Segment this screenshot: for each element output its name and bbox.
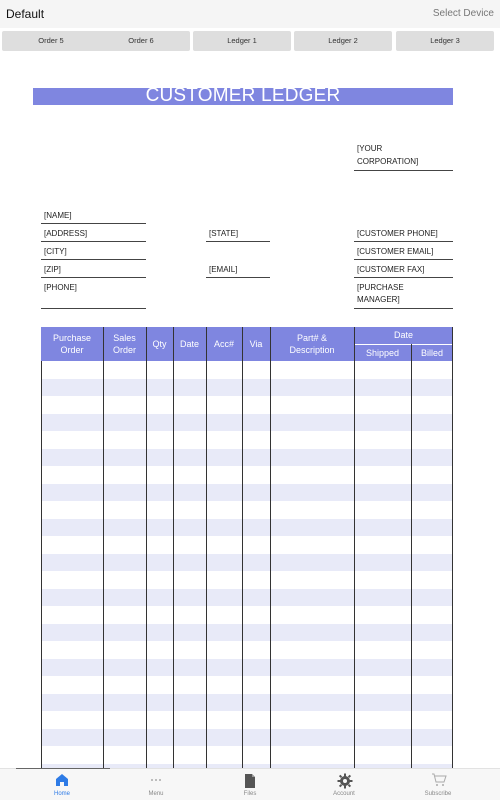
- phone-underline: [41, 308, 146, 309]
- header-sales-order-1: Sales: [113, 333, 136, 343]
- header-via: Via: [249, 339, 263, 349]
- city-underline: [41, 259, 146, 260]
- customer-phone-underline: [354, 241, 453, 242]
- header-part-1: Part# &: [296, 333, 327, 343]
- purchase-manager-line-2[interactable]: MANAGER]: [357, 295, 400, 304]
- header-billed: Billed: [420, 348, 443, 358]
- customer-fax-underline: [354, 277, 453, 278]
- select-device-button[interactable]: Select Device: [432, 8, 494, 19]
- nav-home[interactable]: [12, 769, 112, 800]
- purchase-manager-underline: [354, 308, 453, 309]
- tab-ledger-1[interactable]: Ledger 1: [193, 31, 291, 51]
- address-field[interactable]: [ADDRESS]: [44, 229, 88, 238]
- corporation-underline: [354, 170, 453, 171]
- top-bar: [0, 0, 500, 28]
- tab-order-5[interactable]: Order 5: [2, 31, 100, 51]
- purchase-manager-line-1[interactable]: [PURCHASE: [357, 283, 404, 292]
- nav-menu[interactable]: [106, 769, 206, 800]
- nav-home-label: Home: [53, 791, 70, 797]
- column-divider: [411, 344, 412, 769]
- column-divider: [242, 327, 243, 769]
- tab-order-6[interactable]: Order 6: [92, 31, 190, 51]
- file-icon: [243, 773, 257, 789]
- home-icon: [55, 773, 69, 787]
- header-date-group: Date: [393, 330, 413, 340]
- tab-ledger-2[interactable]: Ledger 2: [294, 31, 392, 51]
- corporation-line-2[interactable]: CORPORATION]: [357, 157, 419, 166]
- document-title: CUSTOMER LEDGER: [145, 85, 341, 106]
- customer-email-field[interactable]: [CUSTOMER EMAIL]: [357, 247, 434, 256]
- header-part-2: Description: [289, 345, 335, 355]
- nav-files-label: Files: [243, 791, 257, 797]
- state-underline: [206, 241, 270, 242]
- email-field[interactable]: [EMAIL]: [209, 265, 238, 274]
- header-qty: Qty: [152, 339, 167, 349]
- name-field[interactable]: [NAME]: [44, 211, 72, 220]
- city-field[interactable]: [CITY]: [44, 247, 67, 256]
- header-acc: Acc#: [213, 339, 234, 349]
- zip-underline: [41, 277, 146, 278]
- header-purchase-order-2: Order: [60, 345, 84, 355]
- table-right-border: [452, 327, 453, 769]
- corporation-line-1[interactable]: [YOUR: [357, 144, 383, 153]
- header-sales-order-2: Order: [112, 345, 136, 355]
- email-underline: [206, 277, 270, 278]
- column-divider: [146, 327, 147, 769]
- nav-files[interactable]: [200, 769, 300, 800]
- header-date: Date: [179, 339, 199, 349]
- nav-menu-label: Menu: [148, 791, 164, 797]
- nav-account-label: Account: [333, 791, 355, 797]
- header-date-divider: [354, 344, 453, 345]
- document-tabs: [0, 29, 500, 52]
- customer-email-underline: [354, 259, 453, 260]
- gear-icon: [337, 773, 353, 789]
- customer-fax-field[interactable]: [CUSTOMER FAX]: [357, 265, 425, 274]
- more-dots-icon: [149, 773, 163, 787]
- table-left-border: [41, 361, 42, 770]
- phone-field[interactable]: [PHONE]: [44, 283, 77, 292]
- tab-ledger-3[interactable]: Ledger 3: [396, 31, 494, 51]
- document-set-title: Default: [6, 7, 45, 21]
- state-field[interactable]: [STATE]: [209, 229, 239, 238]
- header-shipped: Shipped: [365, 348, 400, 358]
- customer-phone-field[interactable]: [CUSTOMER PHONE]: [357, 229, 438, 238]
- column-divider: [270, 327, 271, 769]
- active-tab-indicator: [16, 768, 110, 769]
- header-purchase-order-1: Purchase: [52, 333, 92, 343]
- column-divider: [103, 327, 104, 769]
- name-underline: [41, 223, 146, 224]
- column-divider: [173, 327, 174, 769]
- bottom-navigation: [0, 768, 500, 800]
- column-divider: [354, 327, 355, 769]
- address-underline: [41, 241, 146, 242]
- zip-field[interactable]: [ZIP]: [44, 265, 61, 274]
- nav-subscribe[interactable]: [388, 769, 488, 800]
- cart-icon: [431, 773, 447, 787]
- nav-account[interactable]: [294, 769, 394, 800]
- nav-subscribe-label: Subscribe: [424, 791, 452, 797]
- column-divider: [206, 327, 207, 769]
